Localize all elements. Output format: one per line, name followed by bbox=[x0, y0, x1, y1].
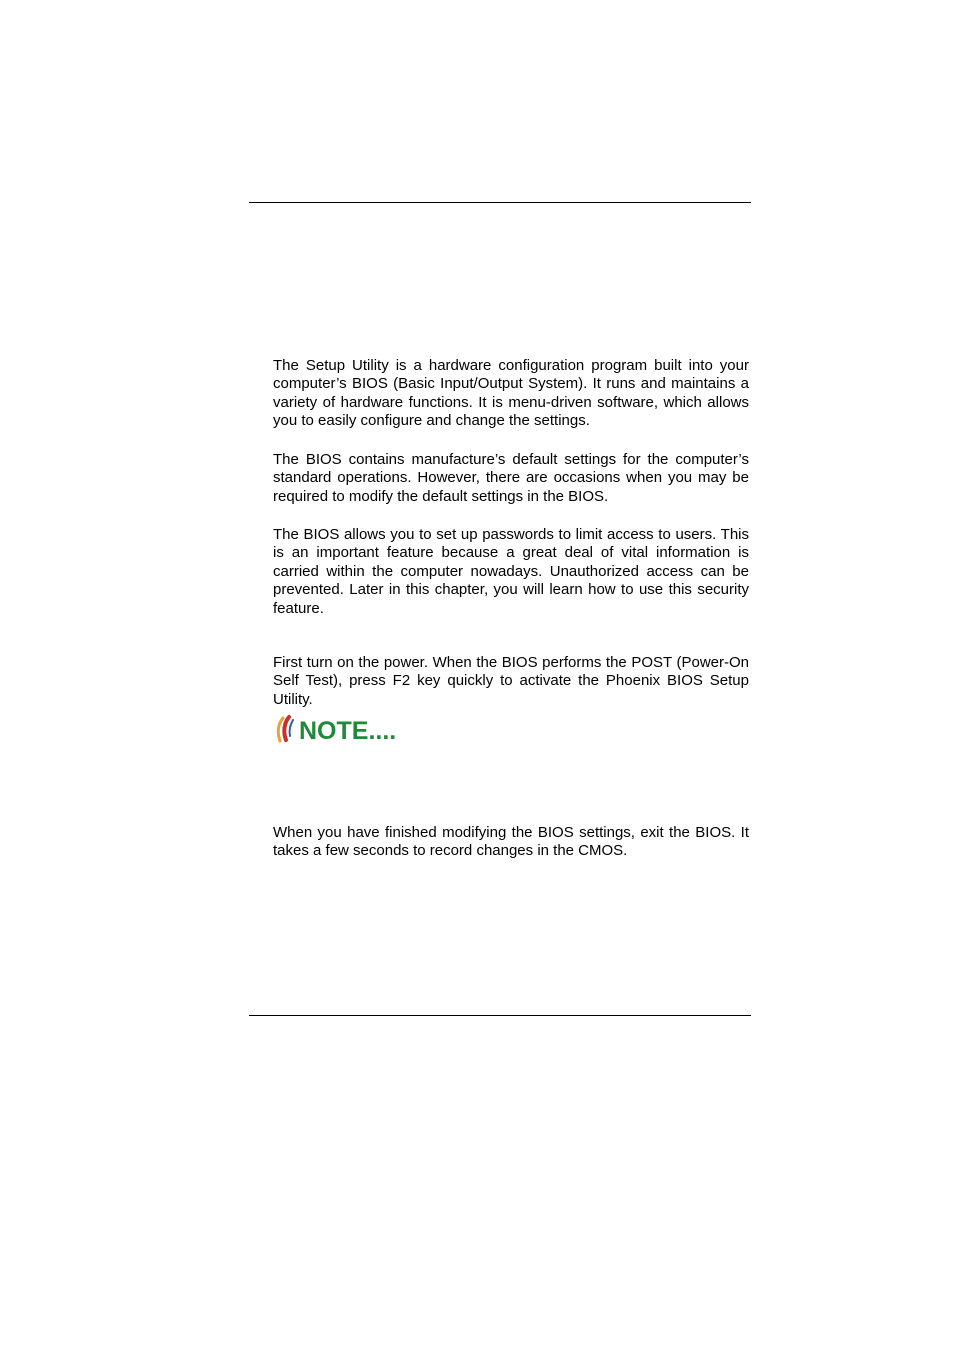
footer-rule bbox=[249, 1015, 751, 1016]
defaults-paragraph: The BIOS contains manufacture’s default settings for the computer’s standard operations. However, there are occasions when you may be required to modify the default settings in the BIOS. bbox=[273, 451, 749, 505]
note-logo bbox=[274, 714, 414, 744]
password-paragraph: The BIOS allows you to set up passwords to limit access to users. This is an important feature because a great deal of vital information is carried within the computer nowadays. Unauthorized access can be prevented. Later in this chapter, you will learn how to use this security feature. bbox=[273, 526, 749, 617]
intro-paragraph: The Setup Utility is a hardware configuration program built into your computer’s BIOS (Basic Input/Output System). It runs and maintains a variety of hardware functions. It is menu-driven software, which allows you to easily configure and change the settings. bbox=[273, 357, 749, 430]
note-logo-text: NOTE.... bbox=[299, 717, 397, 744]
header-rule bbox=[249, 202, 751, 203]
exit-paragraph: When you have finished modifying the BIOS settings, exit the BIOS. It takes a few seconds to record changes in the CMOS. bbox=[273, 824, 749, 860]
note-pen-icon bbox=[274, 714, 414, 744]
enter-setup-paragraph: First turn on the power. When the BIOS performs the POST (Power-On Self Test), press F2 key quickly to activate the Phoenix BIOS Setup Utility. bbox=[273, 654, 749, 708]
